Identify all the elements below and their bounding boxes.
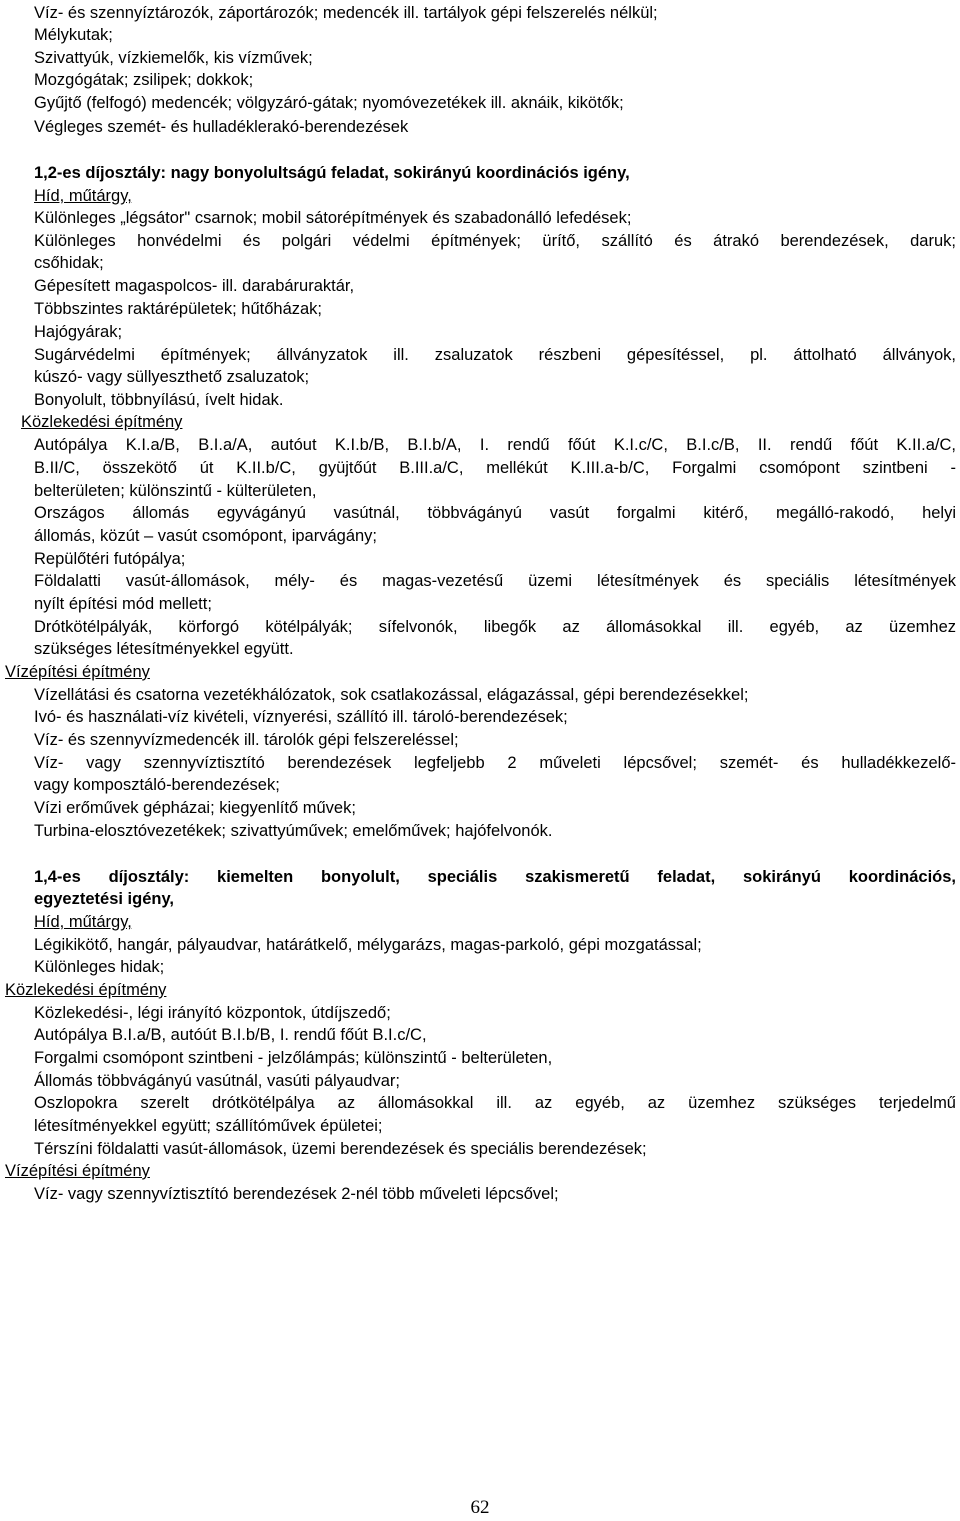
text-line: Mozgógátak; zsilipek; dokkok; xyxy=(34,71,254,89)
text-line: Földalatti vasút-állomások, mély- és magas-vezetésű üzemi létesítmények és speciális létesítmények xyxy=(34,572,956,590)
text-line: Drótkötélpályák, körforgó kötélpályák; sífelvonók, libegők az állomásokkal ill. egyéb, az üzemhez xyxy=(34,618,956,636)
text-line: Közlekedési építmény xyxy=(21,413,183,431)
text-line: Autópálya B.I.a/B, autóút B.I.b/B, I. rendű főút B.I.c/C, xyxy=(34,1026,427,1044)
text-line: Gépesített magaspolcos- ill. darabáruraktár, xyxy=(34,277,355,295)
text-line: Szivattyúk, vízkiemelők, kis vízművek; xyxy=(34,49,313,67)
text-line: Vízellátási és csatorna vezetékhálózatok, sok csatlakozással, elágazással, gépi berendezésekkel; xyxy=(34,686,749,704)
text-line: Vízépítési építmény xyxy=(5,663,150,681)
text-line: Vízépítési építmény xyxy=(5,1162,150,1180)
text-line: Víz- vagy szennyvíztisztító berendezések 2-nél több műveleti lépcsővel; xyxy=(34,1185,559,1203)
text-line: Híd, műtárgy, xyxy=(34,187,132,205)
text-line: Vízi erőművek gépházai; kiegyenlítő művek; xyxy=(34,799,356,817)
text-line: létesítményekkel együtt; szállítóművek épületei; xyxy=(34,1117,383,1135)
text-line: Különleges hidak; xyxy=(34,958,165,976)
text-line: Különleges honvédelmi és polgári védelmi építmények; ürítő, szállító és átrakó berendezések, daruk; xyxy=(34,232,956,250)
text-line: Bonyolult, többnyílású, ívelt hidak. xyxy=(34,391,284,409)
text-line: Víz- és szennyvízmedencék ill. tárolók gépi felszereléssel; xyxy=(34,731,459,749)
text-line: Víz- vagy szennyvíztisztító berendezések legfeljebb 2 műveleti lépcsővel; szemét- és hulladékkezelő- xyxy=(34,754,956,772)
page-number: 62 xyxy=(470,1497,490,1518)
text-line: Végleges szemét- és hulladéklerakó-berendezések xyxy=(34,118,409,136)
text-line: Víz- és szennyíztározók, záportározók; medencék ill. tartályok gépi felszerelés nélkül; xyxy=(34,4,658,22)
text-line: Többszintes raktárépületek; hűtőházak; xyxy=(34,300,323,318)
text-line: Sugárvédelmi építmények; állványzatok ill. zsaluzatok részbeni gépesítéssel, pl. áttolható állványok, xyxy=(34,346,956,364)
text-line: belterületen; különszintű - külterületen, xyxy=(34,482,317,500)
text-line: Repülőtéri futópálya; xyxy=(34,550,186,568)
text-line: 1,4-es díjosztály: kiemelten bonyolult, speciális szakismeretű feladat, sokirányú koordinációs, xyxy=(34,868,956,886)
text-line: Híd, műtárgy, xyxy=(34,913,132,931)
text-line: nyílt építési mód mellett; xyxy=(34,595,212,613)
text-line: Légikikötő, hangár, pályaudvar, határátkelő, mélygarázs, magas-parkoló, gépi mozgatással; xyxy=(34,936,702,954)
text-line: állomás, közút – vasút csomópont, iparvágány; xyxy=(34,527,378,545)
text-line: Mélykutak; xyxy=(34,26,113,44)
text-line: Autópálya K.I.a/B, B.I.a/A, autóut K.I.b/B, B.I.b/A, I. rendű főút K.I.c/C, B.I.c/B, II. rendű főút K.II.a/C, xyxy=(34,436,956,454)
text-line: 1,2-es díjosztály: nagy bonyolultságú feladat, sokirányú koordinációs igény, xyxy=(34,164,630,182)
text-line: Forgalmi csomópont szintbeni - jelzőlámpás; különszintű - belterületen, xyxy=(34,1049,553,1067)
text-line: Országos állomás egyvágányú vasútnál, többvágányú vasút forgalmi kitérő, megálló-rakodó, helyi xyxy=(34,504,956,522)
text-line: Különleges „légsátor" csarnok; mobil sátorépítmények és szabadonálló lefedések; xyxy=(34,209,632,227)
text-line: Közlekedési-, légi irányító központok, útdíjszedő; xyxy=(34,1004,391,1022)
text-line: Oszlopokra szerelt drótkötélpálya az állomásokkal ill. az egyéb, az üzemhez szükséges terjedelmű xyxy=(34,1094,956,1112)
text-line: Állomás többvágányú vasútnál, vasúti pályaudvar; xyxy=(34,1072,400,1090)
text-line: Közlekedési építmény xyxy=(5,981,167,999)
text-line: csőhidak; xyxy=(34,254,104,272)
text-line: vagy komposztáló-berendezések; xyxy=(34,776,280,794)
text-line: egyeztetési igény, xyxy=(34,890,175,908)
text-line: szükséges létesítményekkel együtt. xyxy=(34,640,294,658)
text-line: Hajógyárak; xyxy=(34,323,123,341)
text-line: B.II/C, összekötő út K.II.b/C, gyüjtőút B.III.a/C, mellékút K.III.a-b/C, Forgalmi csomópont szintbeni - xyxy=(34,459,956,477)
text-line: Ivó- és használati-víz kivételi, víznyerési, szállító ill. tároló-berendezések; xyxy=(34,708,568,726)
text-line: Turbina-elosztóvezetékek; szivattyúművek; emelőművek; hajófelvonók. xyxy=(34,822,553,840)
text-line: Gyűjtő (felfogó) medencék; völgyzáró-gátak; nyomóvezetékek ill. aknáik, kikötők; xyxy=(34,94,624,112)
text-line: kúszó- vagy süllyeszthető zsaluzatok; xyxy=(34,368,310,386)
text-line: Térszíni földalatti vasút-állomások, üzemi berendezések és speciális berendezések; xyxy=(34,1140,647,1158)
